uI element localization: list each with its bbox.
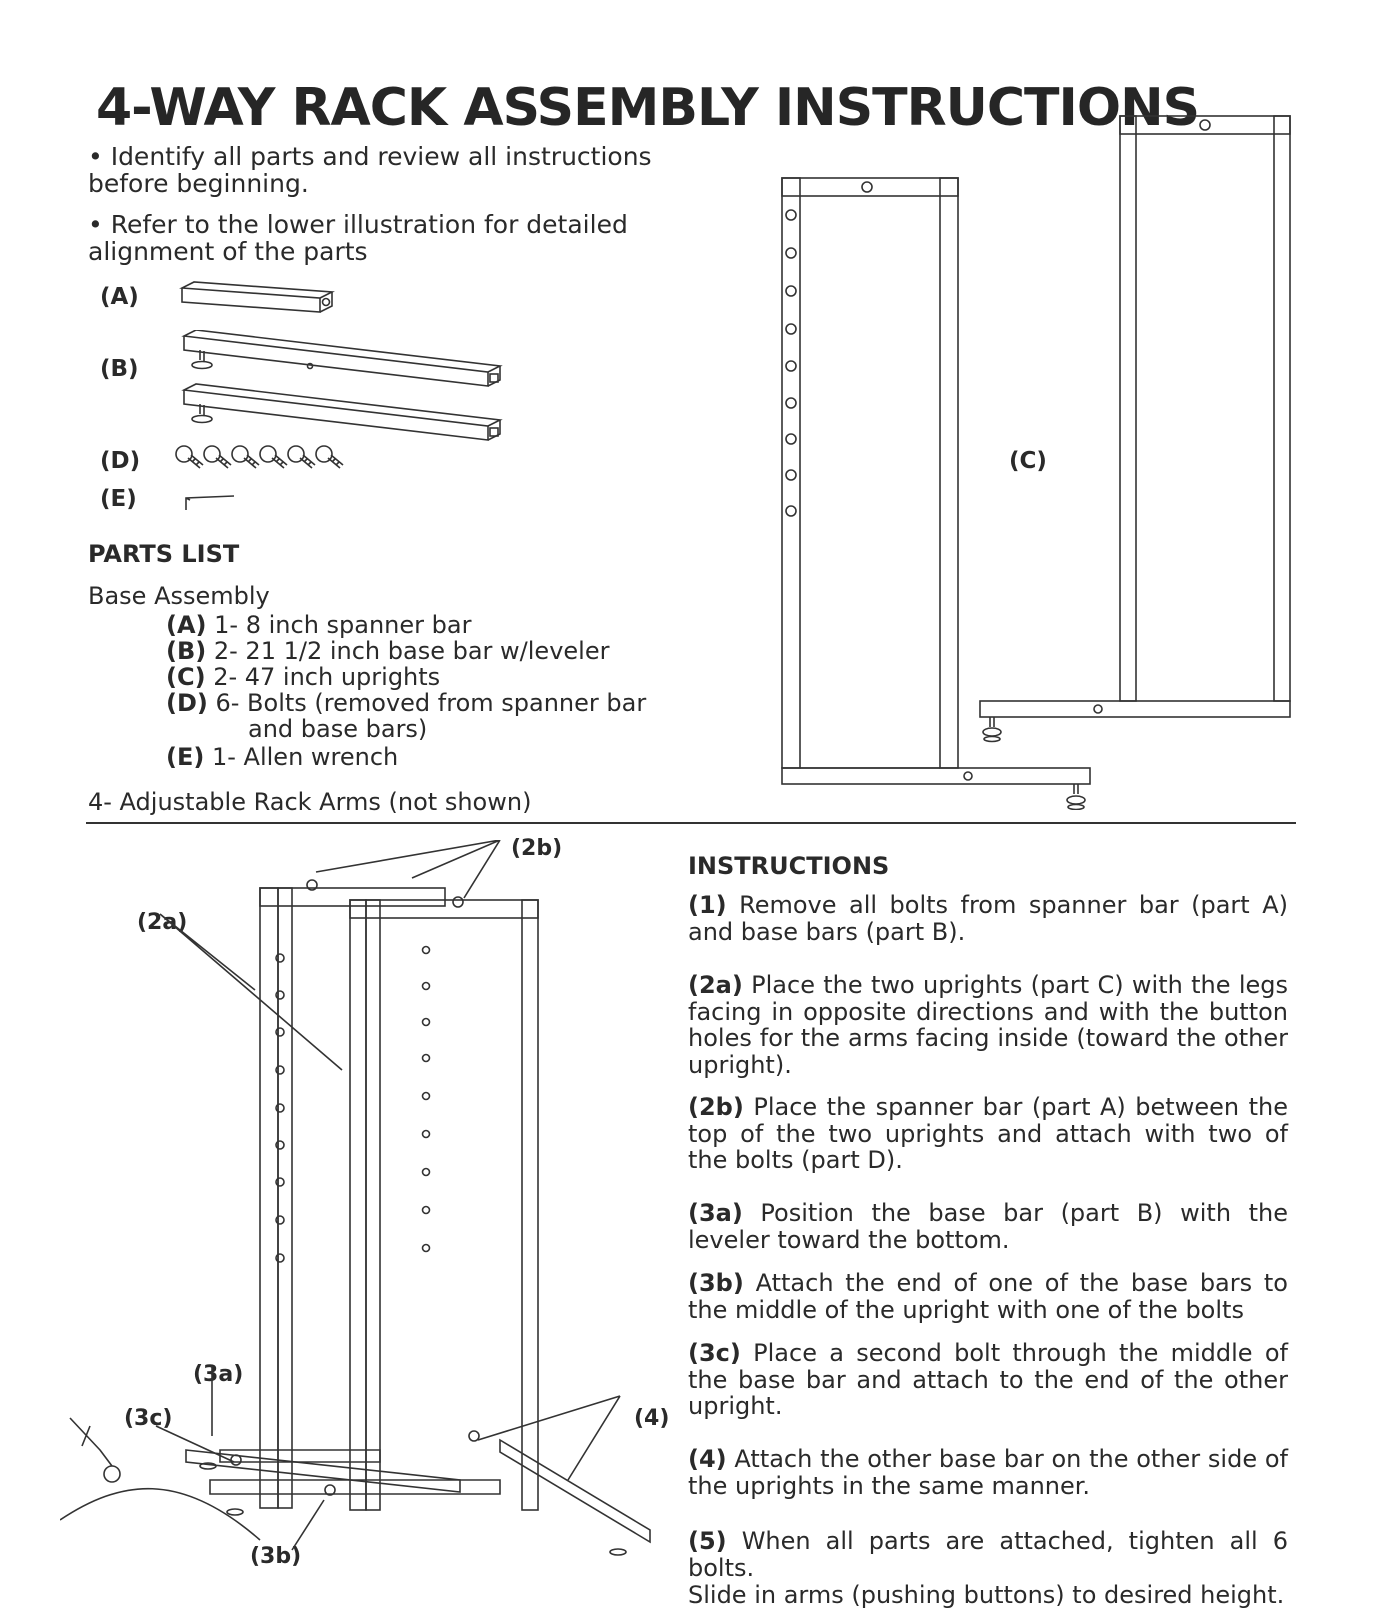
parts-item-text: 6- Bolts (removed from spanner bar bbox=[215, 689, 647, 717]
rack-arms-note: 4- Adjustable Rack Arms (not shown) bbox=[88, 788, 532, 816]
step-text: Position the base bar (part B) with the leveler toward the bottom. bbox=[688, 1199, 1288, 1254]
spanner-bar-a-drawing bbox=[182, 282, 332, 312]
step-code: (2b) bbox=[688, 1093, 744, 1121]
parts-item-text: 1- Allen wrench bbox=[211, 743, 399, 771]
intro-bullet-identify: • Identify all parts and review all instructions before beginning. bbox=[88, 142, 652, 198]
part-label-e: (E) bbox=[100, 486, 137, 512]
step-text: Attach the other base bar on the other side of the uprights in the same manner. bbox=[688, 1445, 1288, 1500]
base-bars-b-drawing bbox=[178, 330, 518, 460]
diagram-label-2b: (2b) bbox=[511, 836, 563, 861]
parts-item-text: 1- 8 inch spanner bar bbox=[214, 611, 472, 639]
page-title: 4-WAY RACK ASSEMBLY INSTRUCTIONS bbox=[96, 78, 1200, 138]
part-label-b: (B) bbox=[100, 356, 139, 382]
instruction-step-2b bbox=[688, 1094, 1288, 1174]
parts-item-code: (B) bbox=[166, 637, 207, 665]
instruction-step-2a bbox=[688, 972, 1288, 1078]
intro-bullet-refer: • Refer to the lower illustration for detailed alignment of the parts bbox=[88, 210, 628, 266]
uprights-c-drawing bbox=[770, 110, 1310, 810]
part-label-c: (C) bbox=[1009, 448, 1047, 474]
instructions-heading: INSTRUCTIONS bbox=[688, 852, 890, 880]
parts-item-text: 2- 21 1/2 inch base bar w/leveler bbox=[213, 637, 610, 665]
instruction-trailing-note: Slide in arms (pushing buttons) to desired height. bbox=[688, 1581, 1285, 1609]
parts-item-code: (A) bbox=[166, 611, 207, 639]
instruction-step-4 bbox=[688, 1446, 1288, 1499]
section-divider bbox=[86, 822, 1296, 824]
step-code: (3c) bbox=[688, 1339, 741, 1367]
instruction-step-3b bbox=[688, 1270, 1288, 1323]
step-text: Remove all bolts from spanner bar (part A) and base bars (part B). bbox=[688, 891, 1288, 946]
instruction-step-5 bbox=[688, 1528, 1288, 1581]
diagram-label-3a: (3a) bbox=[193, 1362, 244, 1387]
diagram-label-3b: (3b) bbox=[250, 1544, 302, 1569]
step-code: (3b) bbox=[688, 1269, 744, 1297]
base-assembly-label: Base Assembly bbox=[88, 582, 270, 610]
step-text: Attach the end of one of the base bars to the middle of the upright with one of the bolts bbox=[688, 1269, 1288, 1324]
instruction-step-3c bbox=[688, 1340, 1288, 1420]
parts-item-code: (C) bbox=[166, 663, 206, 691]
parts-item-d bbox=[166, 690, 646, 716]
instruction-step-3a bbox=[688, 1200, 1288, 1253]
parts-item-c bbox=[166, 664, 440, 690]
step-code: (5) bbox=[688, 1527, 727, 1555]
upright-right bbox=[980, 116, 1290, 742]
upright-left bbox=[782, 178, 1090, 810]
parts-item-code: (D) bbox=[166, 689, 208, 717]
step-text: When all parts are attached, tighten all 6 bolts. bbox=[688, 1527, 1288, 1582]
parts-item-e bbox=[166, 744, 398, 770]
assembly-diagram bbox=[60, 840, 680, 1600]
parts-item-text: and base bars) bbox=[248, 715, 428, 743]
part-label-d: (D) bbox=[100, 448, 141, 474]
step-text: Place a second bolt through the middle of the base bar and attach to the end of the other upright. bbox=[688, 1339, 1288, 1420]
step-code: (1) bbox=[688, 891, 727, 919]
diagram-label-2a: (2a) bbox=[137, 910, 188, 935]
part-label-a: (A) bbox=[100, 284, 139, 310]
parts-item-a bbox=[166, 612, 471, 638]
parts-item-text: 2- 47 inch uprights bbox=[213, 663, 441, 691]
step-text: Place the spanner bar (part A) between the top of the two uprights and attach with two of the bolts (part D). bbox=[688, 1093, 1288, 1174]
diagram-label-4: (4) bbox=[634, 1406, 670, 1431]
step-code: (3a) bbox=[688, 1199, 743, 1227]
bolts-d-drawing bbox=[174, 442, 364, 482]
step-text: Place the two uprights (part C) with the legs facing in opposite directions and with the button holes for the arms facing inside (toward the other upright). bbox=[688, 971, 1288, 1079]
parts-item-b bbox=[166, 638, 609, 664]
step-code: (4) bbox=[688, 1445, 727, 1473]
step-code: (2a) bbox=[688, 971, 743, 999]
parts-list-heading: PARTS LIST bbox=[88, 540, 240, 568]
instruction-step-1 bbox=[688, 892, 1288, 945]
parts-item-code: (E) bbox=[166, 743, 205, 771]
diagram-label-3c: (3c) bbox=[124, 1406, 173, 1431]
allen-wrench-e-drawing bbox=[184, 494, 244, 514]
parts-item-d-continued bbox=[248, 716, 427, 742]
